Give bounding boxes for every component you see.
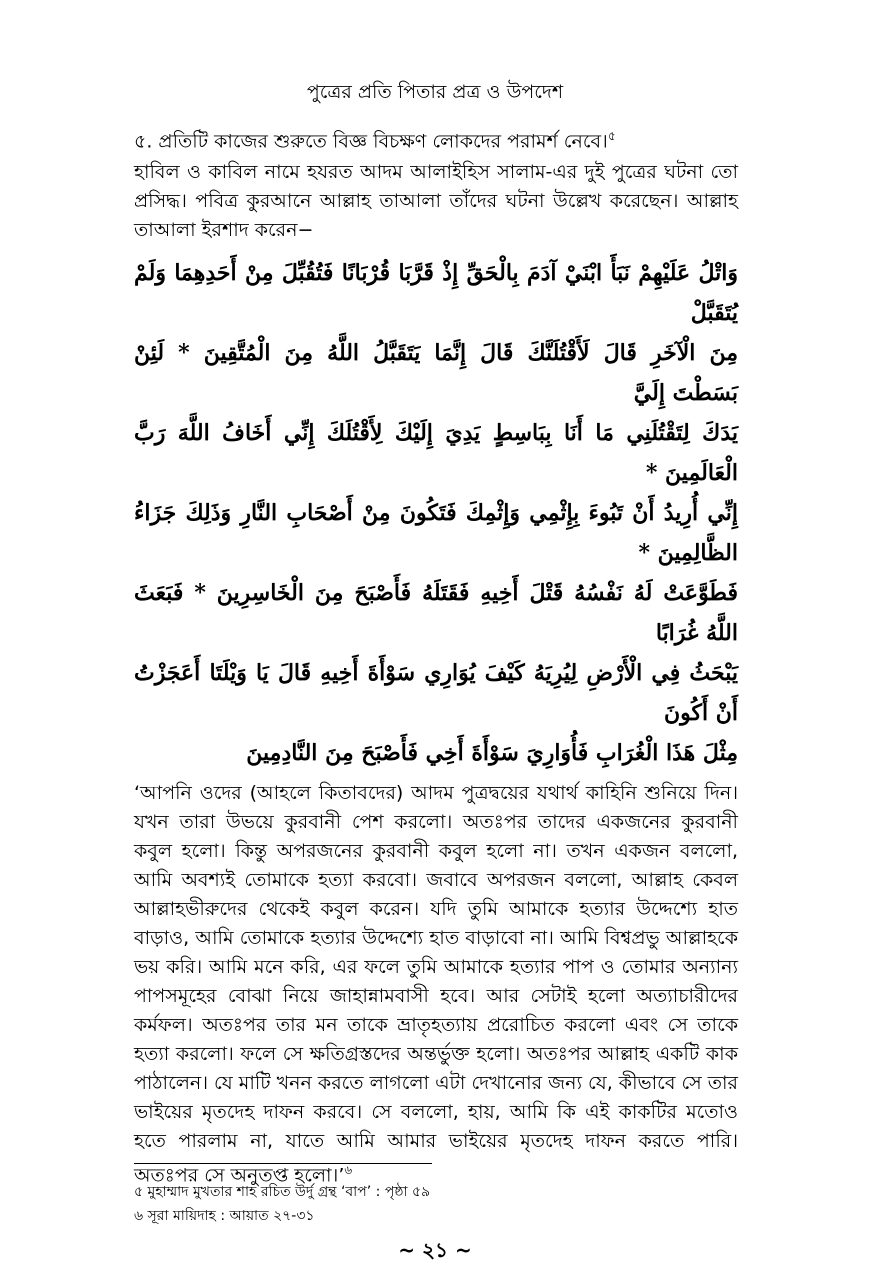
page-body bbox=[134, 122, 738, 1191]
footnotes bbox=[134, 1180, 734, 1228]
footnote-6: ৬ সূরা মায়িদাহ : আয়াত ২৭-৩১ bbox=[134, 1208, 315, 1224]
arabic-line: وَاتْلُ عَلَيْهِمْ نَبَأَ ابْنَيْ آدَمَ بِالْحَقِّ إِذْ قَرَّبَا قُرْبَانًا فَتُقُبِّلَ مِنْ أَحَدِهِمَا وَلَمْ يُتَقَبَّلْ bbox=[134, 260, 738, 327]
arabic-line: مِثْلَ هَذَا الْغُرَابِ فَأُوَارِيَ سَوْأَةَ أَخِي فَأَصْبَحَ مِنَ النَّادِمِينَ bbox=[246, 740, 738, 767]
arabic-line: يَبْحَثُ فِي الْأَرْضِ لِيُرِيَهُ كَيْفَ يُوَارِي سَوْأَةَ أَخِيهِ قَالَ يَا وَيْلَتَا أَعَجَزْتُ أَنْ أَكُونَ bbox=[134, 660, 738, 727]
translation-paragraph bbox=[134, 779, 738, 1190]
advice-point-text: ৫. প্রতিটি কাজের শুরুতে বিজ্ঞ বিচক্ষণ লোকদের পরামর্শ নেবে। bbox=[134, 130, 608, 153]
page-number: ~ ২১ ~ bbox=[398, 1238, 472, 1262]
intro-paragraph: হাবিল ও কাবিল নামে হযরত আদম আলাইহিস সালাম-এর দুই পুত্রের ঘটনা তো প্রসিদ্ধ। পবিত্র কুরআনে আল্লাহ তাআলা তাঁদের ঘটনা উল্লেখ করেছেন। আল্লাহ তাআলা ইরশাদ করেন− bbox=[134, 161, 738, 242]
quran-verse-arabic bbox=[134, 253, 738, 773]
arabic-line: يَدَكَ لِتَقْتُلَنِي مَا أَنَا بِبَاسِطٍ يَدِيَ إِلَيْكَ لِأَقْتُلَكَ إِنِّي أَخَافُ اللَّهَ رَبَّ الْعَالَمِينَ * bbox=[134, 420, 738, 487]
footnote-5: ৫ মুহাম্মাদ মুখতার শাহ রচিত উর্দু গ্রন্থ ‘বাপ’ : পৃষ্ঠা ৫৯ bbox=[134, 1184, 431, 1200]
arabic-line: مِنَ الْآخَرِ قَالَ لَأَقْتُلَنَّكَ قَالَ إِنَّمَا يَتَقَبَّلُ اللَّهُ مِنَ الْمُتَّقِينَ * لَئِنْ بَسَطْتَ إِلَيَّ bbox=[134, 340, 738, 407]
footnote-ref-5: ৫ bbox=[607, 129, 616, 143]
footnote-ref-6: ৬ bbox=[344, 1163, 353, 1178]
footnote-divider bbox=[134, 1163, 432, 1164]
running-header: পুত্রের প্রতি পিতার প্রত্র ও উপদেশ bbox=[306, 81, 564, 103]
advice-point bbox=[134, 122, 738, 156]
translation-text: ‘আপনি ওদের (আহলে কিতাবদের) আদম পুত্রদ্বয়ের যথার্থ কাহিনি শুনিয়ে দিন। যখন তারা উভয়ে কুরবানী পেশ করলো। অতঃপর তাদের একজনের কুরবানী কবুল হলো। কিন্তু অপরজনের কুরবানী কবুল হলো না। তখন একজন বললো, আমি অবশ্যই তোমাকে হত্যা করবো। জবাবে অপরজন বললো, আল্লাহ কেবল আল্লাহভীরুদের থেকেই কবুল করেন। যদি তুমি আমাকে হত্যার উদ্দেশ্যে হাত বাড়াও, আমি তোমাকে হত্যার উদ্দেশ্যে হাত বাড়াবো না। আমি বিশ্বপ্রভু আল্লাহকে ভয় করি। আমি মনে করি, এর ফলে তুমি আমাকে হত্যার পাপ ও তোমার অন্যান্য পাপসমূহের বোঝা নিয়ে জাহান্নামবাসী হবে। আর সেটাই হলো অত্যাচারীদের কর্মফল। অতঃপর তার মন তাকে ভ্রাতৃহত্যায় প্ররোচিত করলো এবং সে তাকে হত্যা করলো। ফলে সে ক্ষতিগ্রস্তদের অন্তর্ভুক্ত হলো। অতঃপর আল্লাহ একটি কাক পাঠালেন। যে মাটি খনন করতে লাগলো এটা দেখানোর জন্য যে, কীভাবে সে তার ভাইয়ের মৃতদেহ দাফন করবে। সে বললো, হায়, আমি কি এই কাকটির মতোও হতে পারলাম না, যাতে আমি আমার ভাইয়ের মৃতদেহ দাফন করতে পারি। অতঃপর সে অনুতপ্ত হলো।’ bbox=[134, 782, 738, 1187]
arabic-line: فَطَوَّعَتْ لَهُ نَفْسُهُ قَتْلَ أَخِيهِ فَقَتَلَهُ فَأَصْبَحَ مِنَ الْخَاسِرِينَ * فَبَعَثَ اللَّهُ غُرَابًا bbox=[134, 580, 738, 647]
arabic-line: إِنِّي أُرِيدُ أَنْ تَبُوءَ بِإِثْمِي وَإِثْمِكَ فَتَكُونَ مِنْ أَصْحَابِ النَّارِ وَذَلِكَ جَزَاءُ الظَّالِمِينَ * bbox=[134, 500, 738, 567]
